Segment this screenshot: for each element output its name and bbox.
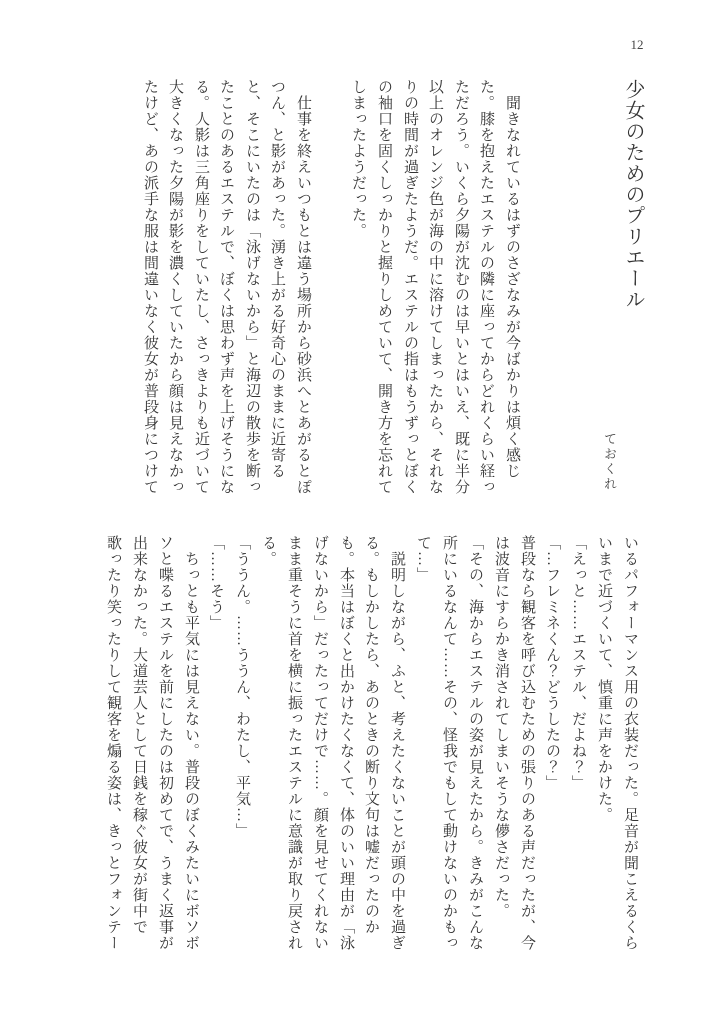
text-column: たことのあるエステルで、ぼくは思わず声を上げそうにな xyxy=(218,79,234,495)
text-column: は波音にすらかき消されてしまいそうな儚さだった。 xyxy=(493,535,509,919)
text-column: ただろう。いくら夕陽が沈むのは早いとはいえ、既に半分 xyxy=(453,79,469,495)
text-column: と、そこにいたのは「泳げないから」と海辺の散歩を断っ xyxy=(244,79,260,495)
text-column: いまで近づくいて、慎重に声をかけた。 xyxy=(596,535,612,823)
text-column: ソと喋るエステルを前にしたのは初めてで、うまく返事が xyxy=(157,535,173,951)
text-column: の袖口を固くしっかりと握りしめていて、開き方を忘れて xyxy=(376,79,392,495)
text-column: 出来なかった。大道芸人として日銭を稼ぐ彼女が街中で xyxy=(131,535,147,935)
text-column: る。人影は三角座りをしていたし、さっきよりも近づいて xyxy=(193,79,209,495)
text-column: る。 xyxy=(260,535,276,567)
text-column: 「その、海からエステルの姿が見えたから。きみがこんな xyxy=(467,535,483,951)
text-column: 説明しながら、ふと、考えたくないことが頭の中を過ぎ xyxy=(389,535,405,951)
text-column: 聞きなれているはずのさざなみが今ばかりは煩く感じ xyxy=(504,79,520,479)
text-column: たけど、あの派手な服は間違いなく彼女が普段身につけて xyxy=(142,79,158,495)
text-column: 「ううん。……ううん、わたし、平気…」 xyxy=(234,535,250,839)
text-column: た。膝を抱えたエステルの隣に座ってからどれくらい経っ xyxy=(478,79,494,495)
text-column: 所にいるなんて……その、怪我でもして動けないのかもっ xyxy=(441,535,457,951)
text-column: つん、と影があった。湧き上がる好奇心のままに近寄る xyxy=(269,79,285,479)
text-column: 仕事を終えいつもとは違う場所から砂浜へとあがるとぽ xyxy=(295,79,311,495)
author-name: ておくれ xyxy=(602,432,617,492)
text-column: ちっとも平気には見えない。普段のぼくみたいにボソボ xyxy=(183,535,199,951)
text-column: 大きくなった夕陽が影を濃くしていたから顔は見えなかっ xyxy=(167,79,183,495)
story-title: 少女のためのプリエール xyxy=(622,79,644,310)
text-column: 歌ったり笑ったりして観客を煽る姿は、きっとフォンテー xyxy=(105,535,121,951)
text-column: 普段なら観客を呼び込むための張りのある声だったが、今 xyxy=(519,535,535,951)
text-column: 「…フレミネくん？どうしたの？」 xyxy=(544,535,560,791)
text-column: げないから」だったってだけで……。顔を見せてくれない xyxy=(312,535,328,951)
text-column: も。本当はぼくと出かけたくなくて、体のいい理由が「泳 xyxy=(338,535,354,951)
text-column: まま重そうに首を横に振ったエステルに意識が取り戻され xyxy=(286,535,302,951)
text-column: 以上のオレンジ色が海の中に溶けてしまったから、それな xyxy=(427,79,443,495)
text-column: 「……そう」 xyxy=(208,535,224,631)
text-column: しまったようだった。 xyxy=(350,79,366,239)
text-column: いるパフォーマンス用の衣装だった。足音が聞こえるくら xyxy=(622,535,638,951)
text-column: て…」 xyxy=(415,535,431,583)
page-number: 12 xyxy=(630,37,644,52)
text-column: 「えっと……エステル、だよね？」 xyxy=(570,535,586,791)
text-column: る。もしかしたら、あのときの断り文句は嘘だったのか xyxy=(363,535,379,935)
text-column: りの時間が過ぎたようだ。エステルの指はもうずっとぼく xyxy=(402,79,418,495)
